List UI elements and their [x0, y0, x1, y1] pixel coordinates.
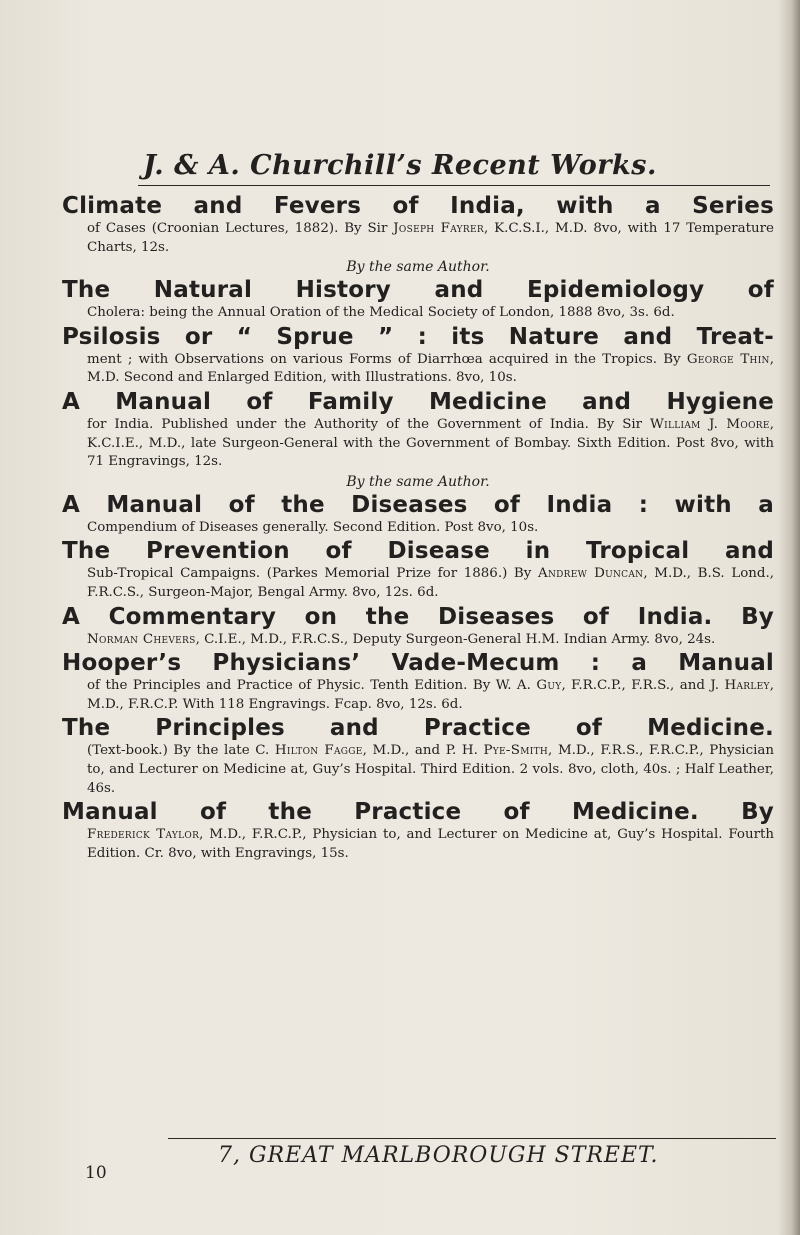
author-name: George Thin [686, 351, 770, 367]
entry-description: Frederick Taylor, M.D., F.R.C.P., Physician to, and Lecturer on Medicine at, Guy’s Hospital. Fourth Edition. Cr. 8vo, with Engravings, 15s. [87, 827, 774, 861]
entry-description: Compendium of Diseases generally. Second Edition. Post 8vo, 10s. [87, 519, 539, 535]
author-name: Guy [536, 678, 562, 694]
entry-description: (Text-book.) By the late C. Hilton Fagge, M.D., and P. H. Pye-Smith, M.D., F.R.S., F.R.C.P., Physician to, and Lecturer on Medicine at, Guy’s Hospital. Third Edition. 2 vols. 8vo, cloth, 40s. ; Half Leather, 46s. [87, 743, 774, 796]
catalogue-entry [62, 537, 774, 602]
entry-title: Manual of the Practice of Medicine. By [62, 799, 774, 826]
entry-title: A Manual of the Diseases of India : with a [62, 491, 774, 518]
top-rule [138, 185, 770, 186]
bottom-rule [168, 1138, 776, 1139]
catalogue-entry [62, 714, 774, 798]
catalogue-entry [62, 603, 774, 650]
entry-description: of the Principles and Practice of Physic. Tenth Edition. By W. A. Guy, F.R.C.P., F.R.S., and J. Harley, M.D., F.R.C.P. With 118 Engravings. Fcap. 8vo, 12s. 6d. [87, 678, 774, 712]
entry-description: Cholera: being the Annual Oration of the Medical Society of London, 1888 8vo, 3s. 6d. [87, 305, 675, 321]
catalogue-entry [62, 192, 774, 276]
author-name: Hilton Fagge [274, 743, 363, 759]
entry-title: The Principles and Practice of Medicine. [62, 715, 774, 742]
catalogue-entry [62, 491, 774, 538]
entry-title: Psilosis or “ Sprue ” : its Nature and Treat- [62, 323, 774, 350]
by-same-author: By the same Author. [346, 259, 490, 276]
entry-title: Hooper’s Physicians’ Vade-Mecum : a Manual [62, 650, 774, 677]
by-same-author: By the same Author. [346, 473, 490, 490]
catalogue-list [62, 192, 774, 863]
entry-description: for India. Published under the Authority of the Government of India. By Sir William J. Moore, K.C.I.E., M.D., late Surgeon-General with the Government of Bombay. Sixth Edition. Post 8vo, with 71 Engravings, 12s. [87, 416, 774, 470]
entry-description: ment ; with Observations on various Forms of Diarrhœa acquired in the Tropics. By George Thin, M.D. Second and Enlarged Edition, with Illustrations. 8vo, 10s. [87, 351, 774, 386]
binding-shadow [778, 0, 800, 1235]
author-name: Joseph Fayrer [393, 221, 484, 236]
entry-description: Sub-Tropical Campaigns. (Parkes Memorial Prize for 1886.) By Andrew Duncan, M.D., B.S. Lond., F.R.C.S., Surgeon-Major, Bengal Army. 8vo, 12s. 6d. [87, 566, 774, 600]
entry-title: Climate and Fevers of India, with a Series [62, 193, 774, 219]
author-name: Norman Chevers [87, 631, 196, 647]
entry-description: of Cases (Croonian Lectures, 1882). By Sir Joseph Fayrer, K.C.S.I., M.D. 8vo, with 17 Temperature Charts, 12s. [87, 221, 774, 255]
entry-title: A Commentary on the Diseases of India. By [62, 603, 774, 630]
entry-title: A Manual of Family Medicine and Hygiene [62, 388, 774, 415]
catalogue-entry [62, 276, 774, 323]
catalogue-entry [62, 798, 774, 863]
author-name: Andrew Duncan [537, 566, 644, 582]
running-head: J. & A. Churchill’s Recent Works. [143, 150, 657, 181]
entry-title: The Natural History and Epidemiology of [62, 277, 774, 304]
catalogue-entry [62, 388, 774, 491]
author-name: Harley [724, 678, 770, 694]
catalogue-entry [62, 323, 774, 388]
entry-description: Norman Chevers, C.I.E., M.D., F.R.C.S., Deputy Surgeon-General H.M. Indian Army. 8vo, 24s. [87, 631, 716, 647]
author-name: Pye-Smith [483, 743, 549, 759]
page-number: 10 [85, 1163, 107, 1183]
author-name: William J. Moore [650, 416, 770, 432]
author-name: Frederick Taylor [87, 827, 200, 843]
catalogue-entry [62, 649, 774, 714]
entry-title: The Prevention of Disease in Tropical and [62, 538, 774, 565]
publisher-address: 7, GREAT MARLBOROUGH STREET. [218, 1143, 659, 1168]
